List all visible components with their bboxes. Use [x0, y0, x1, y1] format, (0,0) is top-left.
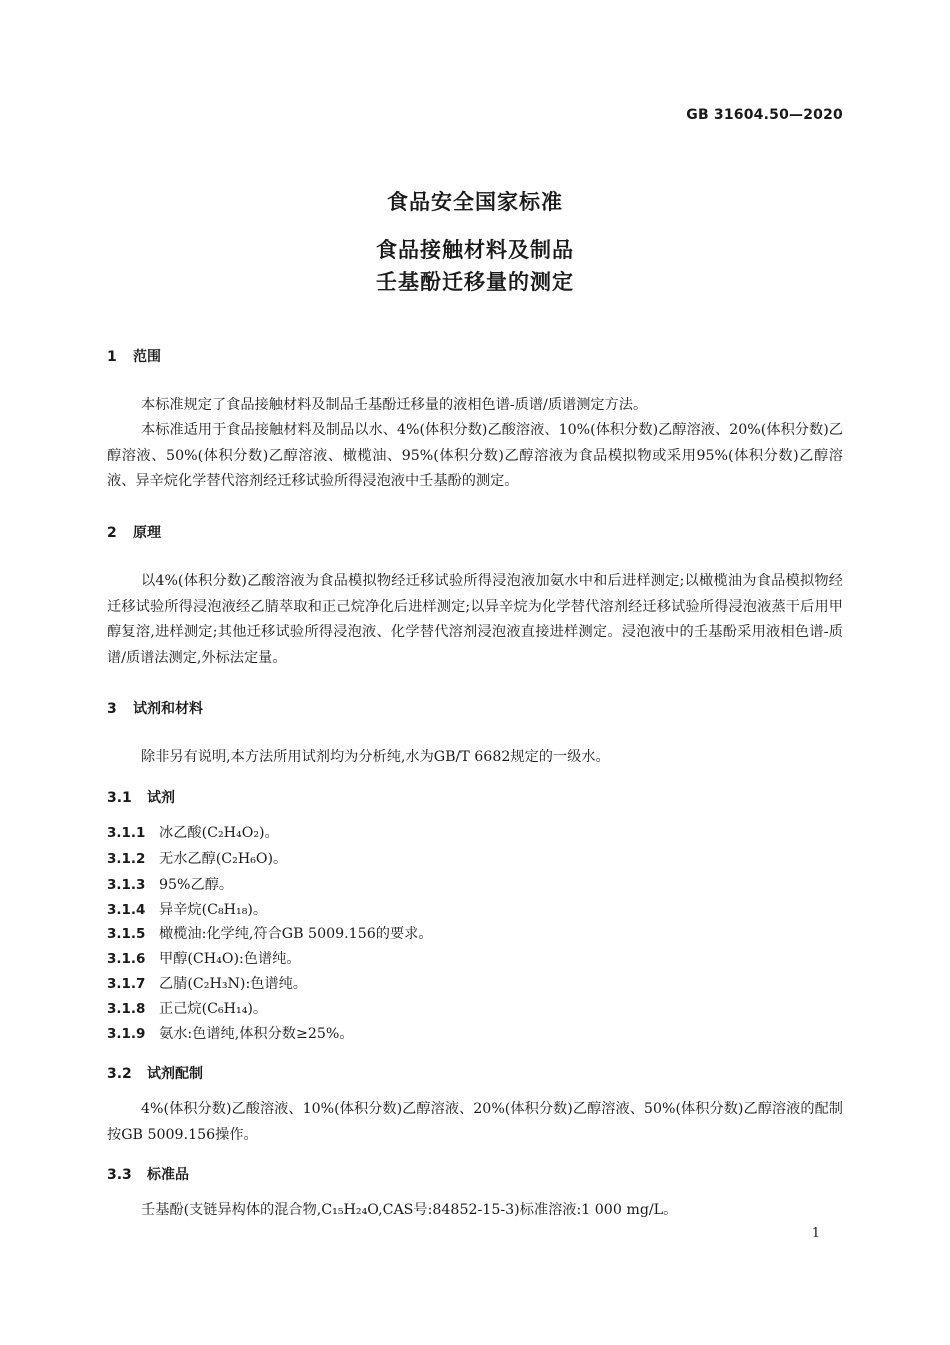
section-3-heading: [107, 698, 203, 718]
reagent-text: 橄榄油:化学纯,符合GB 5009.156的要求。: [159, 926, 433, 942]
section-number: 3.1: [107, 790, 132, 806]
reagent-number: 3.1.9: [107, 1026, 146, 1042]
section-3-3-paragraph-1: 壬基酚(支链异构体的混合物,C₁₅H₂₄O,CAS号:84852-15-3)标准溶液:1 000 mg/L。: [141, 1202, 678, 1218]
reagent-number: 3.1.3: [107, 877, 146, 893]
doc-title-line3: 壬基酚迁移量的测定: [376, 270, 574, 294]
section-3-3-heading: [107, 1164, 189, 1184]
reagent-text: 95%乙醇。: [159, 877, 234, 893]
section-number: 2: [107, 525, 117, 541]
section-title: 试剂配制: [147, 1066, 203, 1082]
reagent-number: 3.1.6: [107, 951, 146, 967]
reagent-item: [107, 973, 307, 993]
reagent-text: 甲醇(CH₄O):色谱纯。: [159, 951, 301, 967]
reagent-number: 3.1.2: [107, 851, 146, 867]
reagent-number: 3.1.4: [107, 902, 146, 918]
reagent-number: 3.1.8: [107, 1001, 146, 1017]
section-1-paragraph-2: 本标准适用于食品接触材料及制品以水、4%(体积分数)乙酸溶液、10%(体积分数)乙醇溶液、20%(体积分数)乙醇溶液、50%(体积分数)乙醇溶液、橄榄油、95%(体积分数)乙醇溶液为食品模拟物或采用95%(体积分数)乙醇溶液、异辛烷化学替代溶剂经迁移试验所得浸泡液中壬基酚的测定。: [107, 422, 843, 489]
reagent-item: [107, 899, 267, 919]
reagent-item: [107, 874, 233, 894]
section-title: 试剂: [147, 790, 175, 806]
section-3-1-heading: [107, 787, 175, 807]
reagent-item: [107, 1023, 354, 1043]
section-number: 1: [107, 349, 117, 365]
reagent-number: 3.1.5: [107, 926, 146, 942]
section-3-2-paragraph-1: 4%(体积分数)乙酸溶液、10%(体积分数)乙醇溶液、20%(体积分数)乙醇溶液、50%(体积分数)乙醇溶液的配制按GB 5009.156操作。: [107, 1101, 843, 1143]
section-number: 3.3: [107, 1167, 132, 1183]
reagent-text: 乙腈(C₂H₃N):色谱纯。: [159, 976, 307, 992]
section-title: 原理: [133, 525, 161, 541]
reagent-text: 无水乙醇(C₂H₆O)。: [159, 851, 288, 867]
section-title: 范围: [133, 349, 161, 365]
reagent-text: 冰乙酸(C₂H₄O₂)。: [159, 825, 279, 841]
doc-title-line2: 食品接触材料及制品: [376, 238, 574, 262]
section-2-paragraph-1: 以4%(体积分数)乙酸溶液为食品模拟物经迁移试验所得浸泡液加氨水中和后进样测定;以橄榄油为食品模拟物经迁移试验所得浸泡液经乙腈萃取和正己烷净化后进样测定;以异辛烷为化学替代溶剂经迁移试验所得浸泡液蒸干后用甲醇复溶,进样测定;其他迁移试验所得浸泡液、化学替代溶剂浸泡液直接进样测定。浸泡液中的壬基酚采用液相色谱-质谱/质谱法测定,外标法定量。: [107, 573, 843, 666]
reagent-text: 异辛烷(C₈H₁₈)。: [159, 902, 268, 918]
reagent-item: [107, 948, 301, 968]
section-number: 3: [107, 701, 117, 717]
doc-title-main: 食品安全国家标准: [387, 190, 563, 214]
section-3-2-heading: [107, 1063, 203, 1083]
section-1-heading: [107, 346, 161, 366]
standard-number: GB 31604.50—2020: [686, 107, 843, 123]
reagent-number: 3.1.1: [107, 825, 146, 841]
reagent-item: [107, 923, 433, 943]
reagent-number: 3.1.7: [107, 976, 146, 992]
reagent-item: [107, 822, 279, 842]
section-3-paragraph-1: 除非另有说明,本方法所用试剂均为分析纯,水为GB/T 6682规定的一级水。: [141, 749, 610, 765]
reagent-item: [107, 998, 267, 1018]
section-2-heading: [107, 522, 161, 542]
section-1-paragraph-1: 本标准规定了食品接触材料及制品壬基酚迁移量的液相色谱-质谱/质谱测定方法。: [141, 397, 648, 413]
page-number: 1: [811, 1226, 820, 1241]
section-title: 试剂和材料: [133, 701, 203, 717]
reagent-item: [107, 848, 287, 868]
section-number: 3.2: [107, 1066, 132, 1082]
reagent-text: 氨水:色谱纯,体积分数≥25%。: [159, 1026, 354, 1042]
section-title: 标准品: [147, 1167, 189, 1183]
reagent-text: 正己烷(C₆H₁₄)。: [159, 1001, 268, 1017]
